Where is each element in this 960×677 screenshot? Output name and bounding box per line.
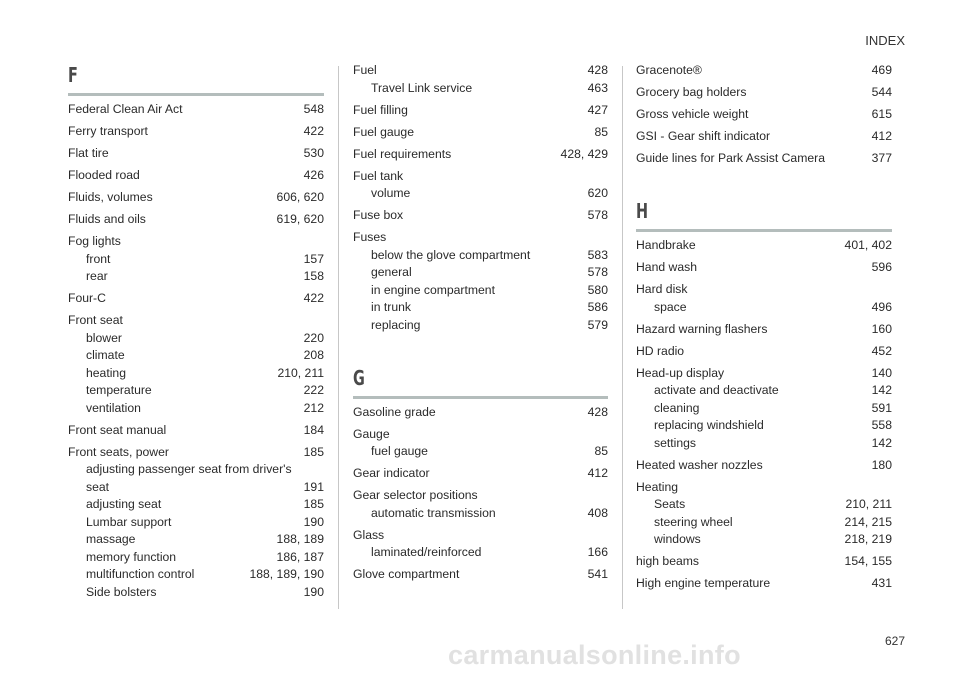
index-entry <box>353 168 608 203</box>
index-entry <box>353 62 608 97</box>
index-entry <box>353 487 608 522</box>
page-reference[interactable]: 428 <box>587 404 608 419</box>
index-entry <box>636 365 892 453</box>
index-subentry <box>353 505 608 523</box>
index-term: Gracenote® <box>636 63 702 77</box>
index-subentry-row <box>371 317 608 335</box>
page-reference[interactable]: 210, 211 <box>277 365 324 380</box>
page-reference[interactable]: 208 <box>303 348 324 362</box>
index-entry <box>636 106 892 124</box>
index-entry <box>68 167 324 185</box>
page-reference[interactable]: 180 <box>871 457 892 472</box>
index-term: Fluids, volumes <box>68 190 153 204</box>
page-reference[interactable]: 427 <box>587 102 608 117</box>
index-entry <box>636 553 892 571</box>
index-subentry-row <box>654 400 892 418</box>
index-entry-row <box>68 167 324 185</box>
index-subentry-row <box>654 417 892 435</box>
page-reference[interactable]: 185 <box>303 444 324 459</box>
page-reference[interactable]: 431 <box>871 576 892 590</box>
index-entry <box>68 422 324 440</box>
index-term: Fuel filling <box>353 102 408 117</box>
index-subterm: activate and deactivate <box>654 383 779 397</box>
index-column-1 <box>68 62 324 606</box>
page-number: 627 <box>884 634 905 648</box>
index-entry <box>68 123 324 141</box>
index-subterm: replacing <box>371 317 421 332</box>
index-subentry-row <box>86 514 324 532</box>
index-entry-row <box>68 290 324 308</box>
index-entry <box>353 527 608 562</box>
index-subterm: memory function <box>86 549 177 564</box>
index-term: Fuel tank <box>353 168 404 183</box>
index-entry-row <box>68 422 324 440</box>
index-subterm: fuel gauge <box>371 444 428 458</box>
index-entry <box>353 124 608 142</box>
page-reference[interactable]: 190 <box>303 584 324 599</box>
page-reference[interactable]: 591 <box>871 400 892 415</box>
index-entry-row <box>636 259 892 277</box>
index-entry <box>636 259 892 277</box>
page-reference[interactable]: 191 <box>303 479 324 494</box>
index-entry <box>636 321 892 339</box>
index-entry <box>636 62 892 80</box>
index-subentry <box>353 299 608 317</box>
index-subentry-row <box>371 80 608 98</box>
index-term: Gross vehicle weight <box>636 107 749 121</box>
index-subentry-row <box>654 382 892 400</box>
index-term: Head-up display <box>636 365 725 380</box>
index-subterm-continued: seat <box>86 479 110 494</box>
page-reference[interactable]: 422 <box>303 124 324 138</box>
page-reference[interactable]: 220 <box>303 330 324 345</box>
index-entry <box>636 343 892 361</box>
page-reference[interactable]: 578 <box>587 265 608 279</box>
index-entry-row <box>353 62 608 80</box>
index-column-2 <box>353 62 608 588</box>
index-entry-row <box>636 321 892 339</box>
index-subentry-row <box>86 549 324 567</box>
index-subentry-row <box>371 264 608 282</box>
index-subentry-row <box>86 330 324 348</box>
index-subterm: Side bolsters <box>86 584 157 599</box>
index-entry-row <box>68 101 324 119</box>
index-subentry <box>68 365 324 383</box>
index-term: high beams <box>636 554 700 568</box>
index-term: Fuel requirements <box>353 146 452 161</box>
page-header-title: INDEX <box>865 33 905 48</box>
index-entry <box>353 566 608 584</box>
page-reference[interactable]: 422 <box>303 291 324 305</box>
column-divider <box>622 66 623 609</box>
index-entry <box>636 457 892 475</box>
index-subentry-row <box>86 479 324 497</box>
index-subterm: multifunction control <box>86 567 195 581</box>
page-reference[interactable]: 408 <box>587 505 608 520</box>
index-subterm: adjusting passenger seat from driver's <box>86 462 292 476</box>
index-subentry-row <box>86 400 324 418</box>
page-reference[interactable]: 154, 155 <box>844 554 892 568</box>
index-subterm: steering wheel <box>654 514 733 529</box>
index-entry-row <box>353 465 608 483</box>
index-entry-row <box>636 62 892 80</box>
index-subentry-row <box>371 185 608 203</box>
index-subentry <box>68 268 324 286</box>
index-subterm: windows <box>654 532 701 546</box>
index-entry <box>68 312 324 417</box>
index-subentry-row <box>86 496 324 514</box>
index-term: High engine temperature <box>636 576 771 590</box>
index-subentry <box>68 400 324 418</box>
index-subentry-row <box>654 531 892 549</box>
page-reference[interactable]: 496 <box>871 299 892 314</box>
index-subterm: space <box>654 299 687 314</box>
index-subentry <box>68 549 324 567</box>
index-entry <box>68 145 324 163</box>
page-reference[interactable]: 558 <box>871 418 892 432</box>
index-term: Gasoline grade <box>353 404 436 419</box>
index-entry-row <box>636 150 892 168</box>
index-subentry <box>68 461 324 496</box>
index-term: Front seat <box>68 313 123 327</box>
index-entry <box>636 479 892 549</box>
index-subterm: temperature <box>86 383 152 397</box>
index-entry-row <box>68 189 324 207</box>
index-subentry <box>636 531 892 549</box>
section-letter: F <box>68 63 78 87</box>
index-subentry-row <box>371 544 608 562</box>
page-reference[interactable]: 166 <box>587 545 608 559</box>
index-subterm: front <box>86 251 111 266</box>
page-reference[interactable]: 401, 402 <box>844 238 892 252</box>
watermark: carmanualsonline.info <box>448 640 741 670</box>
index-subterm: in engine compartment <box>371 282 495 297</box>
index-subentry <box>68 496 324 514</box>
page-reference[interactable]: 586 <box>587 300 608 314</box>
index-term: HD radio <box>636 343 685 358</box>
index-subterm: heating <box>86 365 126 380</box>
index-subterm: replacing windshield <box>654 418 764 432</box>
index-subentry-row <box>371 299 608 317</box>
page-reference[interactable]: 579 <box>587 317 608 332</box>
index-term: Gear indicator <box>353 466 430 480</box>
index-entry-row <box>353 527 608 545</box>
index-subentry-row <box>371 247 608 265</box>
page-reference[interactable]: 158 <box>303 269 324 283</box>
page-reference[interactable]: 188, 189 <box>276 532 324 546</box>
section-gap <box>636 172 892 198</box>
index-entry-row <box>353 207 608 225</box>
index-subterm: settings <box>654 435 697 450</box>
page-reference[interactable]: 214, 215 <box>844 514 892 529</box>
index-subterm: blower <box>86 330 122 345</box>
index-term: GSI - Gear shift indicator <box>636 129 771 143</box>
section-letter: H <box>636 199 649 223</box>
page-reference[interactable]: 619, 620 <box>276 212 324 226</box>
index-term: Flooded road <box>68 168 140 182</box>
index-subterm: automatic transmission <box>371 505 496 520</box>
index-entry-row <box>68 123 324 141</box>
index-subterm: volume <box>371 186 411 200</box>
index-entry-row <box>353 168 608 186</box>
index-term: Hand wash <box>636 260 697 274</box>
index-term: Ferry transport <box>68 124 148 138</box>
page-reference[interactable]: 140 <box>871 365 892 380</box>
index-subentry <box>68 251 324 269</box>
index-subentry-row <box>86 251 324 269</box>
index-subentry <box>636 417 892 435</box>
index-entry <box>636 575 892 593</box>
index-term: Glass <box>353 527 385 542</box>
index-subentry-row <box>86 531 324 549</box>
index-subterm: laminated/reinforced <box>371 545 482 559</box>
index-entry <box>353 207 608 225</box>
index-entry-row <box>636 84 892 102</box>
index-entry <box>68 290 324 308</box>
index-entry-row <box>636 281 892 299</box>
page-reference[interactable]: 212 <box>303 400 324 415</box>
index-subentry <box>636 514 892 532</box>
index-subentry-row <box>371 505 608 523</box>
index-entry-row <box>353 124 608 142</box>
page-reference[interactable]: 186, 187 <box>276 549 324 564</box>
index-term: Fog lights <box>68 234 121 248</box>
index-subentry <box>636 400 892 418</box>
page-reference[interactable]: 530 <box>303 146 324 160</box>
page-reference[interactable]: 541 <box>587 567 608 581</box>
index-term: Gauge <box>353 426 390 441</box>
page-reference[interactable]: 190 <box>303 514 324 529</box>
index-term: Glove compartment <box>353 567 460 581</box>
index-term: Fluids and oils <box>68 212 146 226</box>
index-subentry-row <box>371 282 608 300</box>
index-term: Fuel <box>353 63 377 77</box>
page-reference[interactable]: 142 <box>871 383 892 397</box>
page-reference[interactable]: 463 <box>587 80 608 95</box>
index-subentry-row <box>86 347 324 365</box>
index-subterm: ventilation <box>86 400 141 415</box>
index-term: Fuse box <box>353 208 404 222</box>
index-term: Gear selector positions <box>353 488 478 502</box>
index-subentry-row <box>654 496 892 514</box>
index-subterm: adjusting seat <box>86 497 162 511</box>
index-subentry-row <box>86 566 324 584</box>
index-entry-row <box>353 102 608 120</box>
index-column-3 <box>636 62 892 597</box>
index-entry <box>68 189 324 207</box>
index-subentry-row <box>654 435 892 453</box>
index-subentry <box>68 382 324 400</box>
index-subentry <box>636 435 892 453</box>
column-divider <box>338 66 339 609</box>
index-entry <box>636 84 892 102</box>
index-subterm: in trunk <box>371 300 411 314</box>
page-reference[interactable]: 452 <box>871 343 892 358</box>
index-entry-row <box>353 404 608 422</box>
index-subentry <box>636 496 892 514</box>
page-reference[interactable]: 412 <box>587 466 608 480</box>
index-subentry <box>68 584 324 602</box>
section-gap <box>353 339 608 365</box>
page-reference[interactable]: 606, 620 <box>276 190 324 204</box>
index-subentry-row <box>371 443 608 461</box>
index-subterm: Lumbar support <box>86 514 172 529</box>
index-subentry-row <box>86 584 324 602</box>
page-reference[interactable]: 428, 429 <box>560 146 608 161</box>
index-entry <box>636 128 892 146</box>
page-reference[interactable]: 188, 189, 190 <box>249 567 324 581</box>
index-subentry <box>68 566 324 584</box>
index-term: Guide lines for Park Assist Camera <box>636 151 825 165</box>
index-subentry-row <box>654 514 892 532</box>
index-entry-row <box>68 211 324 229</box>
page-reference[interactable]: 580 <box>587 282 608 297</box>
index-entry-row <box>636 365 892 383</box>
index-entry-row <box>353 426 608 444</box>
page-reference[interactable]: 218, 219 <box>844 532 892 546</box>
index-term: Grocery bag holders <box>636 85 747 99</box>
index-subterm: general <box>371 265 412 279</box>
index-subentry <box>353 80 608 98</box>
index-entry-row <box>636 106 892 124</box>
page-reference[interactable]: 85 <box>594 444 608 458</box>
page-reference[interactable]: 222 <box>303 383 324 397</box>
index-subentry <box>353 247 608 265</box>
index-term: Front seats, power <box>68 444 169 459</box>
page-reference[interactable]: 428 <box>587 63 608 77</box>
index-subentry <box>353 264 608 282</box>
index-term: Four-C <box>68 291 106 305</box>
index-subterm: massage <box>86 532 136 546</box>
index-subentry <box>353 317 608 335</box>
page-reference[interactable]: 615 <box>871 107 892 121</box>
index-subterm: below the glove compartment <box>371 247 531 262</box>
index-entry-row <box>636 237 892 255</box>
index-subentry <box>68 514 324 532</box>
index-term: Fuel gauge <box>353 124 414 139</box>
section-rule <box>68 93 324 96</box>
page-reference[interactable]: 412 <box>871 129 892 143</box>
index-term: Fuses <box>353 230 387 244</box>
index-entry-row <box>353 566 608 584</box>
page-reference[interactable]: 157 <box>303 251 324 266</box>
index-subentry-row <box>654 299 892 317</box>
index-entry-row <box>353 146 608 164</box>
index-entry-row <box>68 444 324 462</box>
index-subentry <box>353 185 608 203</box>
index-entry <box>353 102 608 120</box>
index-term: Heated washer nozzles <box>636 457 763 472</box>
index-entry <box>68 211 324 229</box>
index-term: Hard disk <box>636 282 688 296</box>
index-entry-row <box>68 145 324 163</box>
section-letter: G <box>353 365 365 390</box>
index-subentry-row <box>86 382 324 400</box>
page-reference[interactable]: 596 <box>871 260 892 274</box>
index-subentry-row <box>86 268 324 286</box>
index-entry <box>353 146 608 164</box>
index-entry <box>636 281 892 316</box>
index-term: Hazard warning flashers <box>636 321 768 336</box>
page-reference[interactable]: 578 <box>587 208 608 222</box>
index-entry-row <box>636 479 892 497</box>
index-entry <box>636 237 892 255</box>
index-subentry-row <box>86 365 324 383</box>
index-entry-row <box>636 343 892 361</box>
page-reference[interactable]: 583 <box>587 247 608 262</box>
page-reference[interactable]: 85 <box>594 124 608 139</box>
index-entry <box>636 150 892 168</box>
index-entry-row <box>353 487 608 505</box>
page-reference[interactable]: 210, 211 <box>845 497 892 511</box>
page-reference[interactable]: 469 <box>871 63 892 77</box>
index-entry <box>353 229 608 334</box>
index-term: Front seat manual <box>68 422 167 437</box>
index-subterm: Seats <box>654 497 686 511</box>
index-subterm: Travel Link service <box>371 80 473 95</box>
index-entry-row <box>68 233 324 251</box>
index-term: Federal Clean Air Act <box>68 102 183 116</box>
index-entry-row <box>636 128 892 146</box>
index-entry <box>353 404 608 422</box>
index-subentry <box>636 382 892 400</box>
index-subentry <box>353 282 608 300</box>
index-entry <box>68 101 324 119</box>
page-reference[interactable]: 620 <box>587 186 608 200</box>
section-rule <box>353 396 608 399</box>
index-entry <box>353 465 608 483</box>
page-reference[interactable]: 426 <box>303 168 324 182</box>
index-subentry <box>353 443 608 461</box>
page-reference[interactable]: 185 <box>303 497 324 511</box>
index-subentry <box>68 347 324 365</box>
index-entry-row <box>636 457 892 475</box>
page-reference[interactable]: 142 <box>871 435 892 450</box>
index-entry-row <box>636 575 892 593</box>
index-subentry <box>353 544 608 562</box>
index-subterm: rear <box>86 269 108 283</box>
section-rule <box>636 229 892 232</box>
page-reference[interactable]: 184 <box>303 422 324 437</box>
page-reference[interactable]: 544 <box>871 85 892 99</box>
index-entry-row <box>68 312 324 330</box>
page-reference[interactable]: 548 <box>303 102 324 116</box>
page-reference[interactable]: 377 <box>871 151 892 165</box>
index-subentry <box>68 531 324 549</box>
index-entry <box>353 426 608 461</box>
index-entry-row <box>353 229 608 247</box>
index-subentry <box>68 330 324 348</box>
index-subterm: climate <box>86 348 125 362</box>
index-term: Handbrake <box>636 238 696 252</box>
index-entry <box>68 233 324 286</box>
page-reference[interactable]: 160 <box>871 321 892 336</box>
index-term: Heating <box>636 479 679 494</box>
index-entry-row <box>636 553 892 571</box>
index-entry <box>68 444 324 602</box>
index-term: Flat tire <box>68 146 109 160</box>
index-subentry <box>636 299 892 317</box>
index-subterm: cleaning <box>654 400 700 415</box>
